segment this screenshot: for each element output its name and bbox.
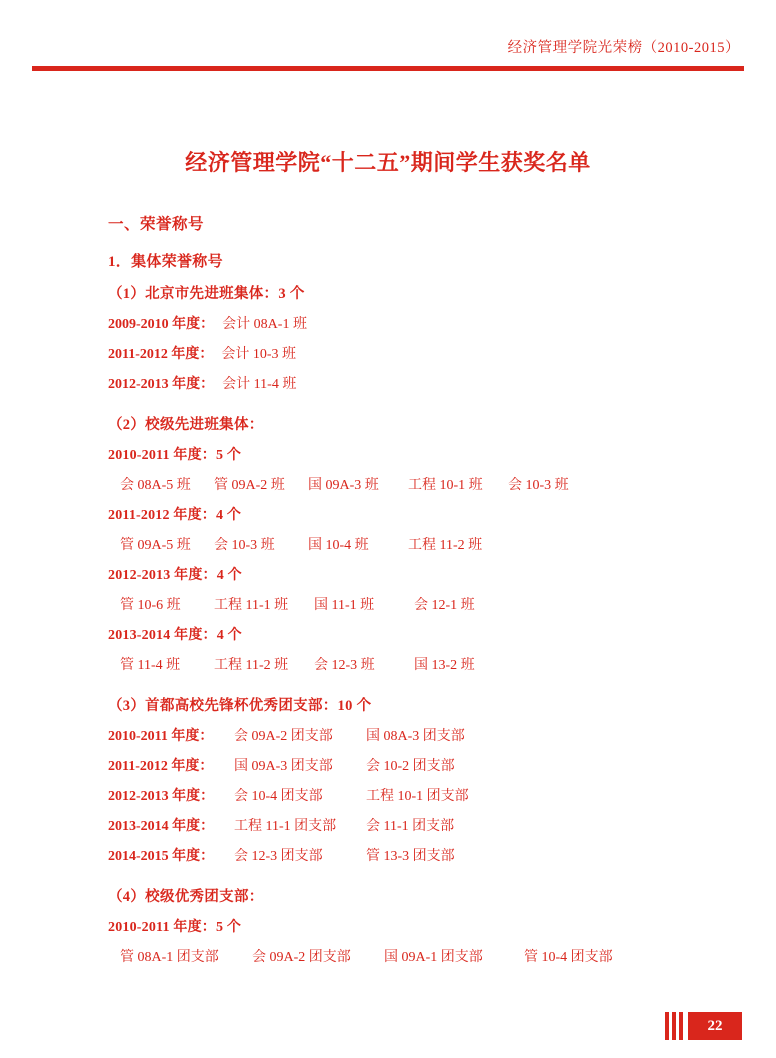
year-label: 2011-2012 年度：: [108, 759, 214, 774]
footer-bars-icon: [665, 1012, 688, 1040]
year-label: 2013-2014 年度：: [108, 819, 215, 834]
branch-item: 国 09A-3 团支部: [234, 759, 333, 774]
branch-item: 管 08A-1 团支部: [120, 950, 219, 965]
class-item: 管 09A-5 班: [120, 538, 191, 553]
branch-list: [108, 946, 708, 966]
class-item: 管 10-6 班: [120, 598, 181, 613]
class-item: 管 09A-2 班: [214, 478, 285, 493]
class-item: 工程 11-2 班: [408, 538, 483, 553]
year-label: 2011-2012 年度：: [108, 347, 214, 362]
branch-item: 会 12-3 团支部: [234, 849, 323, 864]
section-heading-2: 1．集体荣誉称号: [108, 254, 223, 270]
document-body: [108, 212, 708, 976]
branch-item: 管 13-3 团支部: [366, 849, 455, 864]
award-value: 会计 10-3 班: [221, 347, 297, 362]
year-label: 2012-2013 年度：: [108, 377, 215, 392]
class-list: [108, 474, 708, 494]
year-label: 2013-2014 年度：4 个: [108, 628, 242, 643]
branch-item: 工程 11-1 团支部: [234, 819, 337, 834]
class-item: 国 11-1 班: [314, 598, 375, 613]
header-divider: [32, 66, 744, 71]
page-number: 22: [688, 1012, 742, 1040]
year-label: 2012-2013 年度：: [108, 789, 215, 804]
branch-item: 会 10-4 团支部: [234, 789, 323, 804]
class-list: [108, 654, 708, 674]
branch-item: 管 10-4 团支部: [524, 950, 613, 965]
class-list: [108, 594, 708, 614]
class-list: [108, 534, 708, 554]
list-item: [108, 343, 708, 363]
year-label: 2014-2015 年度：: [108, 849, 215, 864]
page-footer: [665, 1012, 742, 1040]
class-item: 会 08A-5 班: [120, 478, 191, 493]
list-item: [108, 373, 708, 393]
class-item: 工程 11-2 班: [214, 658, 289, 673]
class-item: 会 10-3 班: [214, 538, 275, 553]
class-item: 会 10-3 班: [508, 478, 569, 493]
list-item: [108, 313, 708, 333]
class-item: 国 10-4 班: [308, 538, 369, 553]
subsection-1-heading: （1）北京市先进班集体：3 个: [108, 286, 305, 302]
subsection-2-heading: （2）校级先进班集体：: [108, 417, 264, 433]
year-label: 2012-2013 年度：4 个: [108, 568, 242, 583]
year-label: 2009-2010 年度：: [108, 317, 215, 332]
branch-item: 会 11-1 团支部: [366, 819, 455, 834]
year-label: 2010-2011 年度：: [108, 729, 214, 744]
spacer: [108, 875, 708, 885]
list-item: [108, 815, 708, 835]
branch-item: 国 09A-1 团支部: [384, 950, 483, 965]
spacer: [108, 684, 708, 694]
subsection-3-heading: （3）首都高校先锋杯优秀团支部：10 个: [108, 698, 372, 714]
class-item: 国 09A-3 班: [308, 478, 379, 493]
class-item: 工程 11-1 班: [214, 598, 289, 613]
branch-item: 国 08A-3 团支部: [366, 729, 465, 744]
page-title: 经济管理学院“十二五”期间学生获奖名单: [185, 150, 591, 175]
spacer: [108, 403, 708, 413]
subsection-4-heading: （4）校级优秀团支部：: [108, 889, 264, 905]
class-item: 会 12-1 班: [414, 598, 475, 613]
running-header: 经济管理学院光荣榜（2010-2015）: [507, 40, 740, 56]
list-item: [108, 785, 708, 805]
list-item: [108, 755, 708, 775]
award-value: 会计 08A-1 班: [222, 317, 307, 332]
year-label: 2011-2012 年度：4 个: [108, 508, 242, 523]
year-label: 2010-2011 年度：5 个: [108, 448, 242, 463]
branch-item: 工程 10-1 团支部: [366, 789, 469, 804]
branch-item: 会 10-2 团支部: [366, 759, 455, 774]
year-label: 2010-2011 年度：5 个: [108, 920, 242, 935]
list-item: [108, 845, 708, 865]
section-heading-1: 一、荣誉称号: [108, 216, 205, 233]
branch-item: 会 09A-2 团支部: [252, 950, 351, 965]
class-item: 管 11-4 班: [120, 658, 181, 673]
list-item: [108, 725, 708, 745]
class-item: 国 13-2 班: [414, 658, 475, 673]
class-item: 会 12-3 班: [314, 658, 375, 673]
class-item: 工程 10-1 班: [408, 478, 483, 493]
award-value: 会计 11-4 班: [222, 377, 297, 392]
branch-item: 会 09A-2 团支部: [234, 729, 333, 744]
